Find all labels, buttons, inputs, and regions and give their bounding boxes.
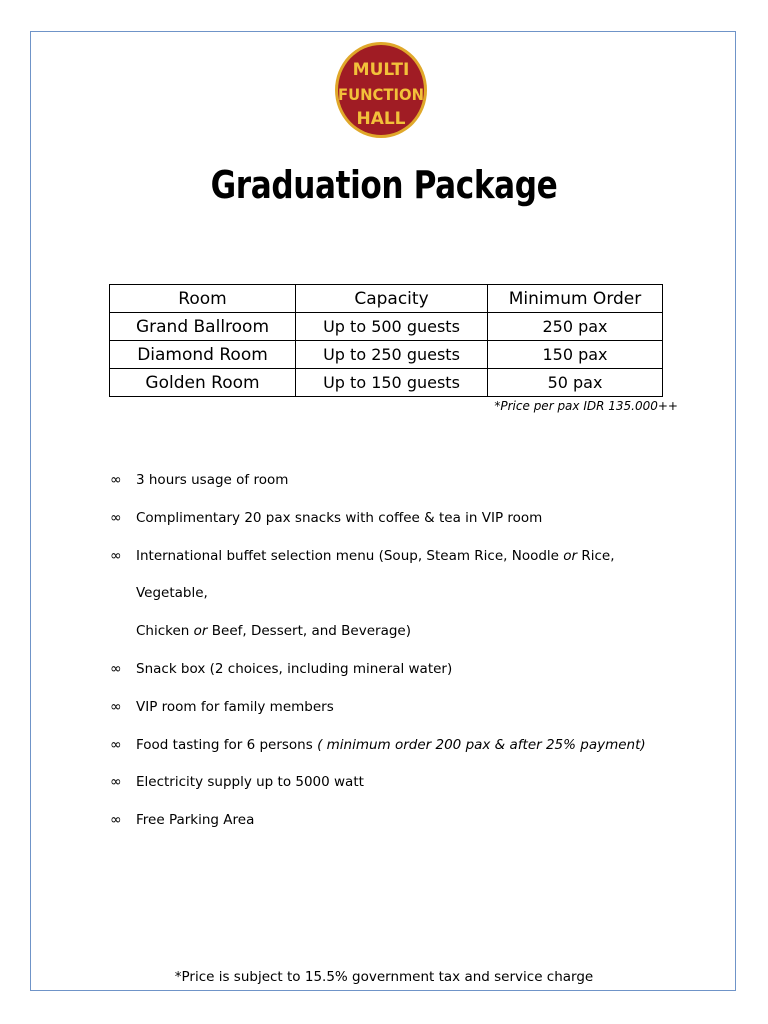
column-header-room: Room xyxy=(110,285,296,313)
table-header-row xyxy=(110,285,663,313)
minimum-order-cell: 50 pax xyxy=(488,369,663,397)
multi-function-hall-logo xyxy=(333,40,429,140)
infinity-bullet-icon: ∞ xyxy=(110,547,122,564)
minimum-order-cell: 150 pax xyxy=(488,341,663,369)
room-name-cell: Grand Ballroom xyxy=(110,313,296,341)
tax-footer-note: *Price is subject to 15.5% government tax and service charge xyxy=(174,969,594,985)
page-title: Graduation Package xyxy=(210,163,558,207)
package-features-list xyxy=(110,462,690,840)
logo-emblem-icon xyxy=(333,40,429,140)
feature-text: 3 hours usage of room xyxy=(136,472,289,488)
feature-text: VIP room for family members xyxy=(136,698,334,715)
price-per-pax-note: *Price per pax IDR 135.000++ xyxy=(494,399,678,413)
table-row xyxy=(110,341,663,369)
list-item xyxy=(110,802,690,840)
capacity-cell: Up to 150 guests xyxy=(296,369,488,397)
feature-or-text: or xyxy=(193,623,208,640)
feature-text: Free Parking Area xyxy=(136,812,255,829)
room-name-cell: Golden Room xyxy=(110,369,296,397)
feature-text: Complimentary 20 pax snacks with coffee & tea in VIP room xyxy=(136,509,543,526)
infinity-bullet-icon: ∞ xyxy=(110,509,122,526)
logo-line1: MULTI xyxy=(352,60,410,80)
minimum-order-cell: 250 pax xyxy=(488,313,663,341)
infinity-bullet-icon: ∞ xyxy=(110,698,122,715)
capacity-cell: Up to 250 guests xyxy=(296,341,488,369)
column-header-minimum-order: Minimum Order xyxy=(488,285,663,313)
infinity-bullet-icon: ∞ xyxy=(110,660,122,677)
list-item xyxy=(110,651,690,689)
logo-line3: HALL xyxy=(356,109,406,129)
table-row xyxy=(110,313,663,341)
list-item xyxy=(110,764,690,802)
logo-line2: FUNCTION xyxy=(338,85,424,104)
infinity-bullet-icon: ∞ xyxy=(110,736,122,753)
infinity-bullet-icon: ∞ xyxy=(110,812,122,829)
list-item xyxy=(110,462,690,500)
rooms-table xyxy=(109,284,663,397)
list-item xyxy=(110,727,690,765)
feature-italic-note: ( minimum order 200 pax & after 25% payment) xyxy=(317,736,646,753)
feature-text: Electricity supply up to 5000 watt xyxy=(136,774,364,791)
feature-text: International buffet selection menu (Soup, Steam Rice, Noodle xyxy=(136,547,564,564)
list-item xyxy=(110,538,690,651)
table-row xyxy=(110,369,663,397)
column-header-capacity: Capacity xyxy=(296,285,488,313)
feature-text: Food tasting for 6 persons xyxy=(136,736,318,753)
list-item xyxy=(110,689,690,727)
list-item xyxy=(110,500,690,538)
room-name-cell: Diamond Room xyxy=(110,341,296,369)
feature-text: Snack box (2 choices, including mineral water) xyxy=(136,660,453,677)
infinity-bullet-icon: ∞ xyxy=(110,774,122,791)
capacity-cell: Up to 500 guests xyxy=(296,313,488,341)
feature-text-line2: Chicken xyxy=(136,623,194,640)
feature-text-line2-cont: Beef, Dessert, and Beverage) xyxy=(207,623,411,640)
feature-or-text: or xyxy=(563,547,578,564)
infinity-bullet-icon: ∞ xyxy=(110,472,122,488)
feature-text-cont: Rice, Vegetable, xyxy=(136,547,615,602)
